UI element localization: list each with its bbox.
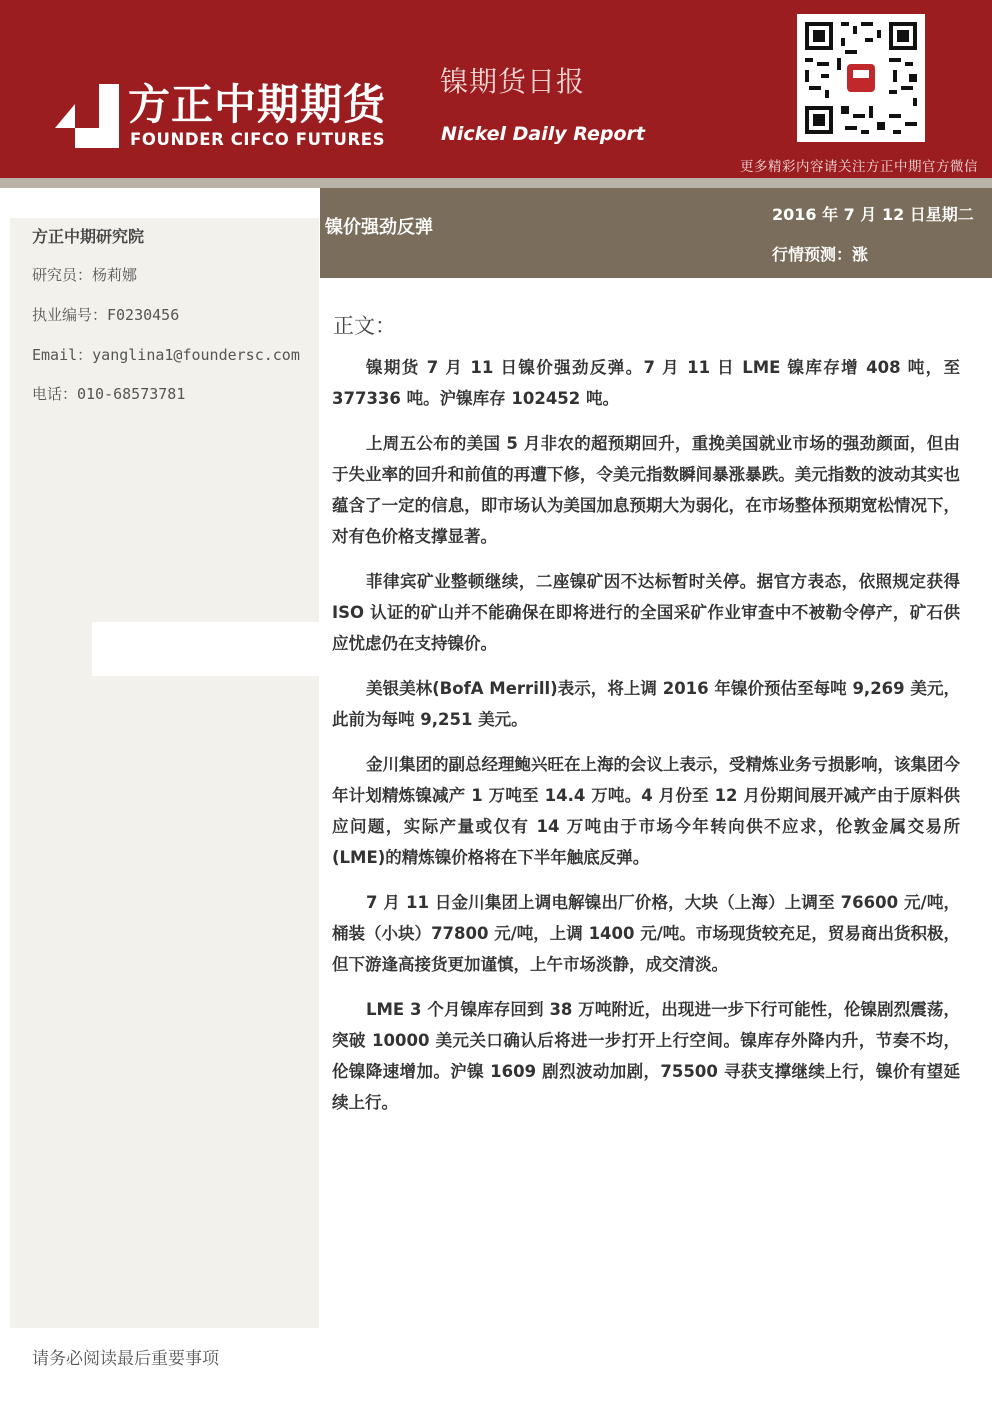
article-body — [332, 352, 960, 1132]
logo-en-text: FOUNDER CIFCO FUTURES — [130, 130, 386, 149]
paragraph: 上周五公布的美国 5 月非农的超预期回升，重挽美国就业市场的强劲颜面，但由于失业率的回升和前值的再遭下修，令美元指数瞬间暴涨暴跌。美元指数的波动其实也蕴含了一定的信息，即市场认为美国加息预期大为弱化，在市场整体预期宽松情况下，对有色价格支撑显著。 — [332, 434, 960, 546]
report-headline: 镍价强劲反弹 — [325, 217, 433, 238]
wechat-follow-note: 更多精彩内容请关注方正中期官方微信 — [740, 159, 978, 175]
market-forecast: 行情预测：涨 — [772, 245, 869, 264]
founder-logo-icon — [55, 84, 119, 148]
paragraph: 镍期货 7 月 11 日镍价强劲反弹。7 月 11 日 LME 镍库存增 408 吨，至 377336 吨。沪镍库存 102452 吨。 — [332, 358, 960, 408]
analyst-email: Email：yanglina1@foundersc.com — [32, 346, 300, 364]
paragraph: LME 3 个月镍库存回到 38 万吨附近，出现进一步下行可能性，伦镍剧烈震荡，突破 10000 美元关口确认后将进一步打开上行空间。镍库存外降内升，节奏不均，伦镍降速增加。沪镍 1609 剧烈波动加剧，75500 寻获支撑继续上行，镍价有望延续上行。 — [332, 1000, 960, 1112]
paragraph: 7 月 11 日金川集团上调电解镍出厂价格，大块（上海）上调至 76600 元/吨，桶装（小块）77800 元/吨，上调 1400 元/吨。市场现货较充足，贸易商出货积极，但下游逢高接货更加谨慎，上午市场淡静，成交清淡。 — [332, 893, 960, 974]
analyst-phone: 电话：010-68573781 — [32, 385, 186, 403]
paragraph: 金川集团的副总经理鲍兴旺在上海的会议上表示，受精炼业务亏损影响，该集团今年计划精炼镍减产 1 万吨至 14.4 万吨。4 月份至 12 月份期间展开减产由于原料供应问题，实际产量或仅有 14 万吨由于市场今年转向供不应求，伦敦金属交易所(LME)的精炼镍价格将在下半年触底反弹。 — [332, 755, 960, 867]
paragraph: 菲律宾矿业整顿继续，二座镍矿因不达标暂时关停。据官方表态，依照规定获得 ISO 认证的矿山并不能确保在即将进行的全国采矿作业审查中不被勒令停产，矿石供应忧虑仍在支持镍价。 — [332, 572, 960, 653]
report-date: 2016 年 7 月 12 日星期二 — [772, 205, 974, 224]
disclaimer-note: 请务必阅读最后重要事项 — [32, 1349, 219, 1369]
wechat-qr-code-icon — [797, 14, 925, 142]
report-title-cn: 镍期货日报 — [440, 65, 586, 98]
logo-cn-text: 方正中期期货 — [128, 80, 387, 129]
institute-name: 方正中期研究院 — [32, 227, 145, 246]
body-heading: 正文： — [333, 314, 396, 338]
paragraph: 美银美林(BofA Merrill)表示，将上调 2016 年镍价预估至每吨 9,269 美元，此前为每吨 9,251 美元。 — [332, 679, 960, 729]
analyst-name: 研究员：杨莉娜 — [32, 266, 138, 284]
report-title-en: Nickel Daily Report — [441, 123, 645, 145]
sidebar-notch — [92, 622, 320, 676]
license-number: 执业编号：F0230456 — [32, 306, 180, 324]
header-divider — [0, 178, 992, 188]
